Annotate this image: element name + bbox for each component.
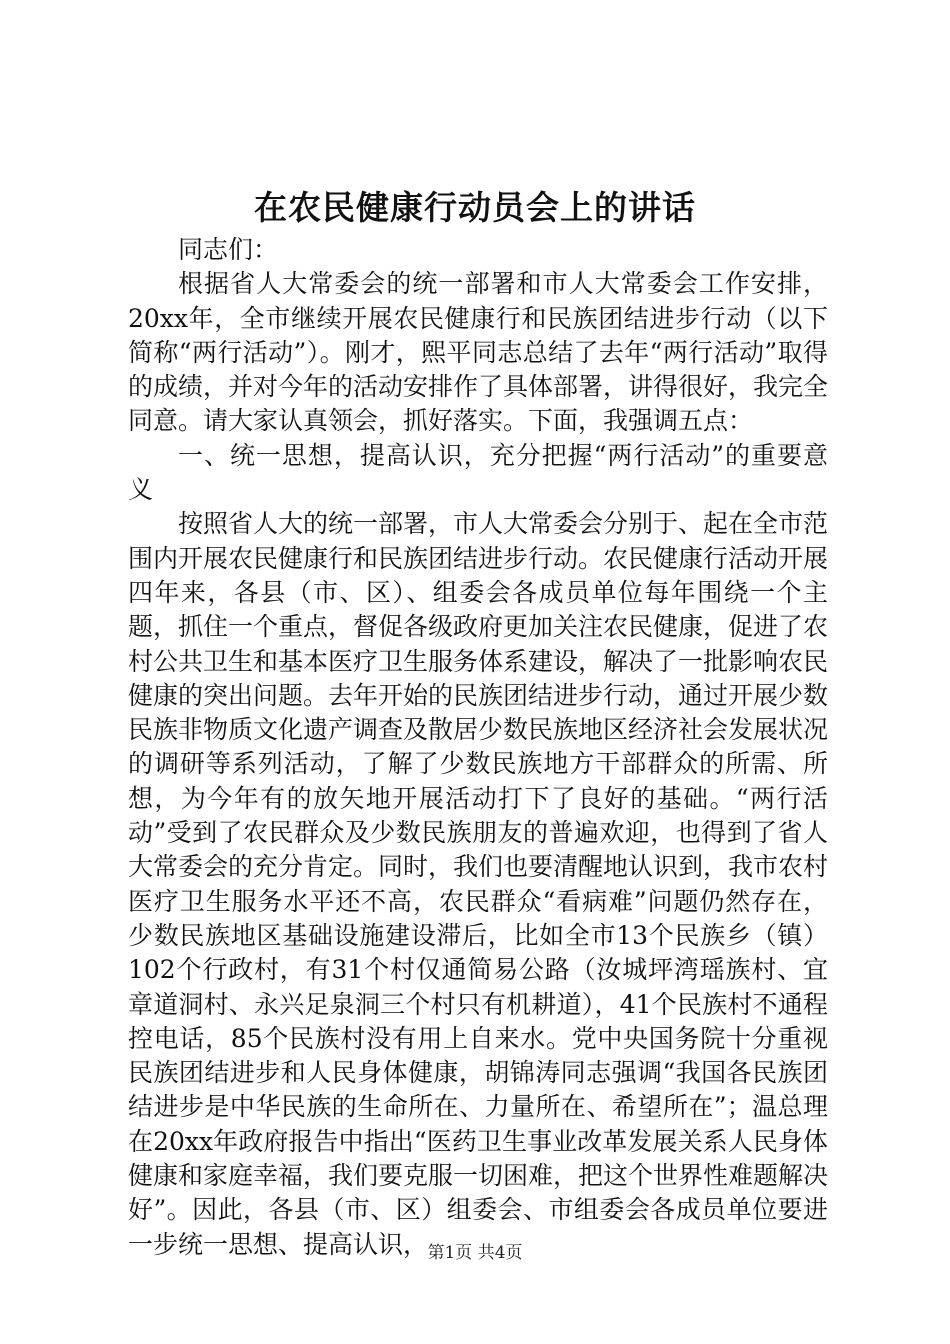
salutation-paragraph: 同志们： <box>178 235 279 264</box>
page-number: 第1页 共4页 <box>427 1243 523 1263</box>
document-body <box>128 233 828 1262</box>
document-title: 在农民健康行动员会上的讲话 <box>254 188 696 227</box>
intro-paragraph: 根据省人大常委会的统一部署和市人大常委会工作安排，20xx年，全市继续开展农民健康行和民族团结进步行动（以下简称“两行活动”）。刚才，熙平同志总结了去年“两行活动”取得的成绩，并对今年的活动安排作了具体部署，讲得很好，我完全同意。请大家认真领会，抓好落实。下面，我强调五点： <box>128 269 829 436</box>
body-paragraph: 按照省人大的统一部署，市人大常委会分别于、起在全市范围内开展农民健康行和民族团结进步行动。农民健康行活动开展四年来，各县（市、区）、组委会各成员单位每年围绕一个主题，抓住一个重点，督促各级政府更加关注农民健康，促进了农村公共卫生和基本医疗卫生服务体系建设，解决了一批影响农民健康的突出问题。去年开始的民族团结进步行动，通过开展少数民族非物质文化遗产调查及散居少数民族地区经济社会发展状况的调研等系列活动，了解了少数民族地方干部群众的所需、所想，为今年有的放矢地开展活动打下了良好的基础。“两行活动”受到了农民群众及少数民族朋友的普遍欢迎，也得到了省人大常委会的充分肯定。同时，我们也要清醒地认识到，我市农村医疗卫生服务水平还不高，农民群众“看病难”问题仍然存在，少数民族地区基础设施建设滞后，比如全市13个民族乡（镇）102个行政村，有31个村仅通简易公路（汝城坪湾瑶族村、宜章道洞村、永兴足泉洞三个村只有机耕道），41个民族村不通程控电话，85个民族村没有用上自来水。党中央国务院十分重视民族团结进步和人民身体健康，胡锦涛同志强调“我国各民族团结进步是中华民族的生命所在、力量所在、希望所在”；温总理在20xx年政府报告中指出“医药卫生事业改革发展关系人民身体健康和家庭幸福，我们要克服一切困难，把这个世界性难题解决好”。因此，各县（市、区）组委会、市组委会各成员单位要进一步统一思想、提高认识， <box>128 509 829 1259</box>
section-heading-1: 一、统一思想，提高认识，充分把握“两行活动”的重要意义 <box>128 440 828 505</box>
